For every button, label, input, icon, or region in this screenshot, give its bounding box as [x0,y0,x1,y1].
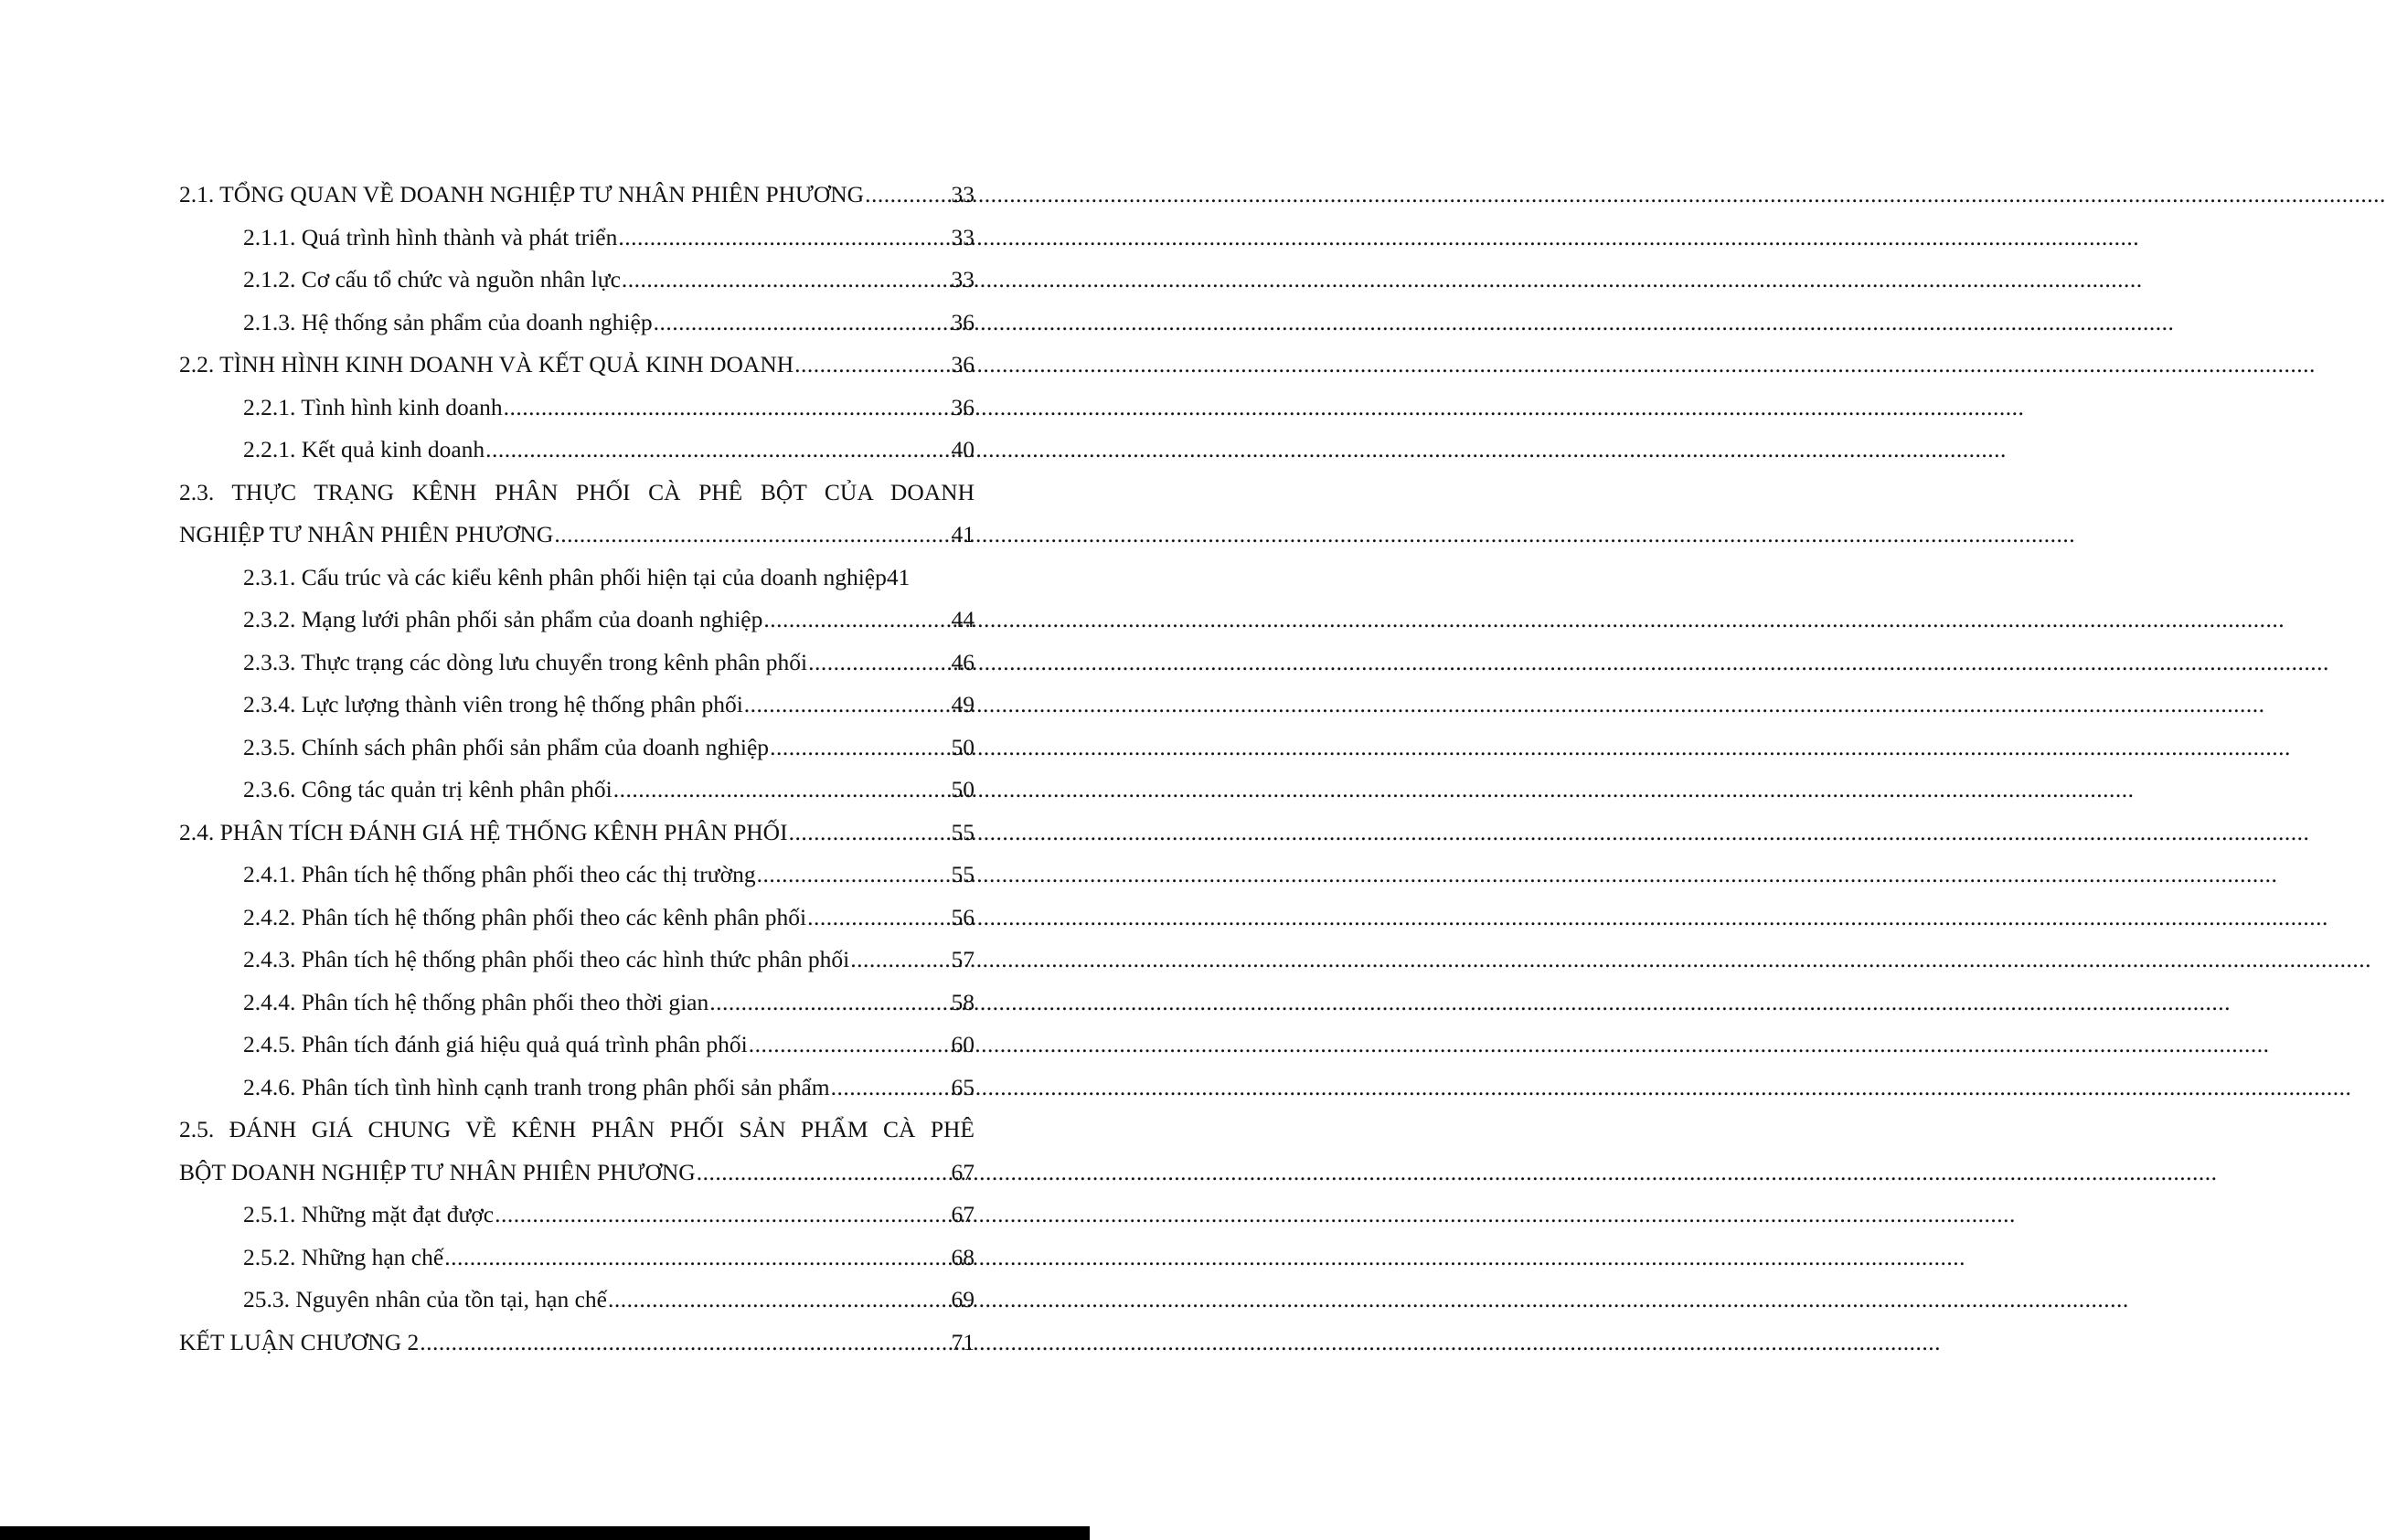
dot-leader [494,1194,951,1237]
toc-entry-2-3-6[interactable] [179,769,975,812]
dot-leader [503,387,952,430]
toc-page-number: 57 [951,946,975,972]
dot-leader [806,897,951,940]
toc-page-number: 71 [951,1328,975,1355]
toc-entry-2-5-line2[interactable] [179,1152,975,1195]
toc-page-number: 65 [951,1073,975,1100]
toc-page-number: 41 [951,521,975,547]
toc-entry-2-1-2[interactable] [179,259,975,302]
dot-leader [696,1152,952,1195]
toc-entry-title: 2.4.2. Phân tích hệ thống phân phối theo các kênh phân phối [243,903,807,930]
dot-leader [830,1067,952,1110]
dot-leader [607,1279,952,1322]
toc-entry-2-2-1[interactable] [179,387,975,430]
toc-entry-title: 2.5.1. Những mặt đạt được [243,1201,495,1227]
toc-page-number: 41 [886,563,911,590]
dot-leader [612,769,952,812]
toc-page-number: 36 [951,308,975,335]
toc-page-number: 55 [951,818,975,845]
toc-entry-2-5-1[interactable] [179,1194,975,1237]
table-of-contents [179,174,975,1364]
toc-entry-2-3-1[interactable] [179,557,975,600]
toc-entry-title: 2.4.4. Phân tích hệ thống phân phối theo thời gian [243,988,709,1015]
toc-entry-title: 2.3.6. Công tác quản trị kênh phân phối [243,776,612,802]
toc-entry-2-1-1[interactable] [179,217,975,260]
dot-leader [788,812,952,855]
toc-entry-title: 2.4.5. Phân tích đánh giá hiệu quả quá trình phân phối [243,1031,748,1057]
toc-entry-2-4-4[interactable] [179,982,975,1025]
dot-leader [485,429,951,472]
dot-leader [794,344,951,387]
toc-entry-title: 2.3.5. Chính sách phân phối sản phẩm của doanh nghiệp [243,733,770,760]
toc-entry-2-2[interactable] [179,344,975,387]
toc-page-number: 46 [951,648,975,675]
toc-page-number: 33 [951,266,975,292]
toc-page-number: 58 [951,988,975,1015]
toc-entry-title: 2.1.1. Quá trình hình thành và phát triển [243,223,618,250]
toc-page-number: 36 [951,393,975,420]
toc-entry-title: NGHIỆP TƯ NHÂN PHIÊN PHƯƠNG [179,521,554,547]
toc-page-number: 49 [951,691,975,717]
toc-entry-2-3-line1[interactable] [179,472,975,515]
toc-entry-2-4-6[interactable] [179,1067,975,1110]
dot-leader [864,174,951,217]
toc-entry-title: 2.2.1. Kết quả kinh doanh [243,436,485,462]
toc-entry-title: 2.3.3. Thực trạng các dòng lưu chuyển trong kênh phân phối [243,648,808,675]
toc-page-number: 50 [951,733,975,760]
toc-page-number: 56 [951,903,975,930]
toc-entry-title: 2.4.6. Phân tích tình hình cạnh tranh trong phân phối sản phẩm [243,1073,830,1100]
toc-page-number: 50 [951,776,975,802]
toc-page-number: 60 [951,1031,975,1057]
toc-entry-title: 2.4.1. Phân tích hệ thống phân phối theo các thị trường [243,861,756,887]
dot-leader [708,982,951,1025]
toc-entry-title: BỘT DOANH NGHIỆP TƯ NHÂN PHIÊN PHƯƠNG [179,1158,696,1185]
dot-leader [849,939,951,982]
toc-page-number: 55 [951,861,975,887]
toc-entry-2-2-1b[interactable] [179,429,975,472]
toc-page-number: 67 [951,1201,975,1227]
toc-entry-title: 2.5. ĐÁNH GIÁ CHUNG VỀ KÊNH PHÂN PHỐI SẢN PHẨM CÀ PHÊ [179,1116,975,1142]
toc-entry-title: 2.2.1. Tình hình kinh doanh [243,393,503,420]
toc-entry-2-4-3[interactable] [179,939,975,982]
toc-entry-2-5-3[interactable] [179,1279,975,1322]
toc-entry-title: 2.1.2. Cơ cấu tổ chức và nguồn nhân lực [243,266,621,292]
dot-leader [769,727,951,770]
dot-leader [443,1237,951,1280]
toc-entry-2-1-3[interactable] [179,302,975,345]
toc-entry-title: 2.5.2. Những hạn chế [243,1243,444,1270]
toc-entry-conclusion[interactable] [179,1322,975,1365]
toc-page-number: 36 [951,351,975,377]
document-page [0,0,1090,1540]
toc-entry-title: 2.4. PHÂN TÍCH ĐÁNH GIÁ HỆ THỐNG KÊNH PHÂN PHỐI [179,818,788,845]
toc-entry-title: 2.3.1. Cấu trúc và các kiểu kênh phân phối hiện tại của doanh nghiệp [243,563,887,590]
toc-page-number: 67 [951,1158,975,1185]
dot-leader [553,514,951,557]
dot-leader [756,854,952,897]
dot-leader [419,1322,951,1365]
toc-entry-2-5-2[interactable] [179,1237,975,1280]
toc-entry-title: 2.2. TÌNH HÌNH KINH DOANH VÀ KẾT QUẢ KINH DOANH [179,351,794,377]
dot-leader [807,642,951,685]
toc-entry-2-3-3[interactable] [179,642,975,685]
toc-entry-2-4-1[interactable] [179,854,975,897]
dot-leader [653,302,952,345]
dot-leader [617,217,951,260]
toc-entry-2-5-line1[interactable] [179,1109,975,1152]
toc-entry-title: 2.1.3. Hệ thống sản phẩm của doanh nghiệp [243,308,653,335]
toc-entry-2-4-2[interactable] [179,897,975,940]
toc-entry-2-4-5[interactable] [179,1024,975,1067]
toc-entry-title: 2.1. TỔNG QUAN VỀ DOANH NGHIỆP TƯ NHÂN PHIÊN PHƯƠNG [179,181,865,207]
toc-entry-title: 2.4.3. Phân tích hệ thống phân phối theo các hình thức phân phối [243,946,850,972]
toc-entry-2-3-2[interactable] [179,599,975,642]
page-bottom-edge [0,1526,1090,1540]
toc-page-number: 40 [951,436,975,462]
toc-entry-title: KẾT LUẬN CHƯƠNG 2 [179,1328,420,1355]
dot-leader [621,259,952,302]
toc-page-number: 33 [951,181,975,207]
toc-entry-2-3-line2[interactable] [179,514,975,557]
toc-entry-title: 2.3.4. Lực lượng thành viên trong hệ thống phân phối [243,691,743,717]
toc-page-number: 69 [951,1286,975,1312]
toc-entry-title: 2.3. THỰC TRẠNG KÊNH PHÂN PHỐI CÀ PHÊ BỘT CỦA DOANH [179,478,975,505]
dot-leader [748,1024,952,1067]
toc-entry-2-1[interactable] [179,174,975,217]
toc-page-number: 68 [951,1243,975,1270]
toc-page-number: 44 [951,606,975,632]
toc-entry-title: 25.3. Nguyên nhân của tồn tại, hạn chế [243,1286,607,1312]
toc-entry-title: 2.3.2. Mạng lưới phân phối sản phẩm của doanh nghiệp [243,606,763,632]
toc-entry-2-3-5[interactable] [179,727,975,770]
dot-leader [762,599,951,642]
toc-entry-2-3-4[interactable] [179,684,975,727]
toc-page-number: 33 [951,223,975,250]
dot-leader [743,684,952,727]
toc-entry-2-4[interactable] [179,812,975,855]
